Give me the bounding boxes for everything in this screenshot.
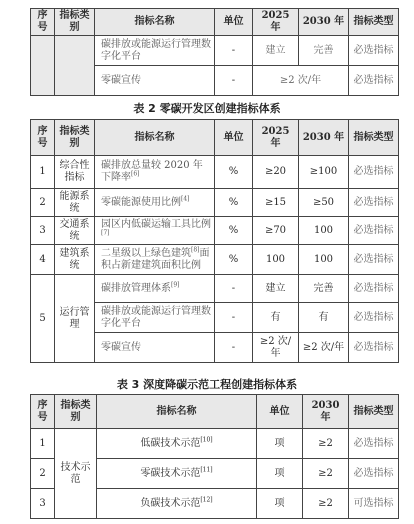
indicator-name-cell: [95, 156, 215, 189]
category-cell: 能源系统: [55, 189, 95, 217]
category-cell: 建筑系统: [55, 245, 95, 275]
header-cell: 单位: [215, 120, 253, 156]
table-row: [31, 217, 399, 245]
value-2025-cell: ≥70: [253, 217, 299, 245]
value-2025-cell: ≥20: [253, 156, 299, 189]
indicator-name: 零碳技术示范: [140, 467, 201, 479]
table-row: [31, 156, 399, 189]
indicator-type-cell: 必选指标: [349, 66, 399, 96]
reference-mark: [8]: [191, 246, 200, 254]
category-cell: 技术示范: [55, 429, 97, 519]
table-row: [31, 189, 399, 217]
header-cell: 指标类别: [55, 9, 95, 36]
unit-cell: -: [215, 36, 253, 66]
value-2030-cell: 完善: [299, 36, 349, 66]
unit-cell: %: [215, 245, 253, 275]
header-cell: 指标名称: [97, 395, 257, 429]
indicator-name: 二星级以上绿色建筑: [101, 247, 191, 259]
indicator-type-cell: 必选指标: [349, 275, 399, 303]
reference-mark: [9]: [171, 281, 180, 289]
indicator-name: 零碳能源使用比例: [101, 196, 181, 208]
table1-header-row: [31, 9, 399, 36]
category-cell: [55, 36, 95, 96]
number-cell: [31, 36, 55, 96]
indicator-type-cell: 必选指标: [349, 245, 399, 275]
reference-mark: [10]: [200, 436, 213, 444]
indicator-name-cell: 碳排放或能源运行管理数字化平台: [95, 303, 215, 333]
indicator-name-cell: [95, 217, 215, 245]
indicator-name: 园区内低碳运输工具比例: [101, 218, 211, 230]
header-cell: 2025 年: [253, 120, 299, 156]
unit-cell: -: [215, 303, 253, 333]
reference-mark: [12]: [200, 496, 213, 504]
value-2030-cell: 100: [299, 245, 349, 275]
reference-mark: [6]: [131, 170, 140, 178]
unit-cell: -: [215, 333, 253, 363]
table-row: [31, 275, 399, 303]
number-cell: 3: [31, 217, 55, 245]
table2: [30, 119, 399, 363]
indicator-type-cell: 必选指标: [349, 189, 399, 217]
indicator-name-tail: 面积占新建建筑面积比例: [101, 247, 210, 271]
indicator-type-cell: 必选指标: [349, 459, 399, 489]
value-2025-cell: ≥2 次/年: [253, 333, 299, 363]
header-cell: 序号: [31, 395, 55, 429]
header-cell: 指标类别: [55, 120, 95, 156]
indicator-name-cell: [95, 189, 215, 217]
value-2025-cell: 有: [253, 303, 299, 333]
category-cell: 交通系统: [55, 217, 95, 245]
number-cell: 1: [31, 429, 55, 459]
value-2030-cell: ≥2: [303, 429, 349, 459]
header-cell: 2030 年: [299, 120, 349, 156]
unit-cell: -: [215, 275, 253, 303]
table-row: [31, 36, 399, 66]
category-cell: 运行管理: [55, 275, 95, 363]
value-2025-cell: 100: [253, 245, 299, 275]
indicator-type-cell: 必选指标: [349, 36, 399, 66]
indicator-type-cell: 必选指标: [349, 156, 399, 189]
header-cell: 单位: [257, 395, 303, 429]
table-row: [31, 429, 399, 459]
value-2030-cell: ≥2 次/年: [299, 333, 349, 363]
indicator-type-cell: 可选指标: [349, 489, 399, 519]
indicator-name-cell: [97, 459, 257, 489]
header-cell: 2025 年: [253, 9, 299, 36]
header-cell: 序号: [31, 120, 55, 156]
reference-mark: [7]: [101, 229, 110, 237]
unit-cell: 项: [257, 429, 303, 459]
number-cell: 2: [31, 459, 55, 489]
number-cell: 3: [31, 489, 55, 519]
merged-value-cell: ≥2 次/年: [253, 66, 349, 96]
reference-mark: [11]: [200, 466, 213, 474]
value-2030-cell: 100: [299, 217, 349, 245]
value-2030-cell: ≥100: [299, 156, 349, 189]
unit-cell: %: [215, 189, 253, 217]
header-cell: 指标类型: [349, 395, 399, 429]
indicator-name-cell: [97, 429, 257, 459]
value-2025-cell: 建立: [253, 36, 299, 66]
header-cell: 指标类别: [55, 395, 97, 429]
number-cell: 4: [31, 245, 55, 275]
indicator-name-cell: 零碳宣传: [95, 66, 215, 96]
header-cell: 指标类型: [349, 9, 399, 36]
table2-header-row: [31, 120, 399, 156]
unit-cell: 项: [257, 459, 303, 489]
indicator-name-cell: 碳排放或能源运行管理数字化平台: [95, 36, 215, 66]
number-cell: 2: [31, 189, 55, 217]
table3-caption: 表 3 深度降碳示范工程创建指标体系: [116, 378, 298, 391]
value-2030-cell: ≥2: [303, 459, 349, 489]
indicator-type-cell: 必选指标: [349, 303, 399, 333]
value-2030-cell: ≥2: [303, 489, 349, 519]
indicator-name: 低碳技术示范: [140, 437, 201, 449]
table-row: [31, 245, 399, 275]
indicator-name: 负碳技术示范: [140, 497, 201, 509]
unit-cell: %: [215, 217, 253, 245]
indicator-name-cell: [95, 245, 215, 275]
unit-cell: -: [215, 66, 253, 96]
indicator-name: 碳排放管理体系: [101, 282, 171, 294]
category-cell: 综合性指标: [55, 156, 95, 189]
reference-mark: [4]: [181, 195, 190, 203]
table2-caption: 表 2 零碳开发区创建指标体系: [133, 102, 281, 115]
value-2030-cell: ≥50: [299, 189, 349, 217]
unit-cell: %: [215, 156, 253, 189]
indicator-name: 碳排放总量较 2020 年下降率: [101, 160, 203, 183]
header-cell: 单位: [215, 9, 253, 36]
header-cell: 2030 年: [303, 395, 349, 429]
header-cell: 2030 年: [299, 9, 349, 36]
unit-cell: 项: [257, 489, 303, 519]
header-cell: 指标名称: [95, 9, 215, 36]
header-cell: 指标类型: [349, 120, 399, 156]
number-cell: 5: [31, 275, 55, 363]
table3-header-row: [31, 395, 399, 429]
value-2025-cell: ≥15: [253, 189, 299, 217]
indicator-name-cell: [95, 275, 215, 303]
indicator-name-cell: [97, 489, 257, 519]
value-2030-cell: 有: [299, 303, 349, 333]
table1-continued: [30, 8, 399, 96]
value-2025-cell: 建立: [253, 275, 299, 303]
indicator-type-cell: 必选指标: [349, 429, 399, 459]
value-2030-cell: 完善: [299, 275, 349, 303]
number-cell: 1: [31, 156, 55, 189]
indicator-name-cell: 零碳宣传: [95, 333, 215, 363]
header-cell: 序号: [31, 9, 55, 36]
header-cell: 指标名称: [95, 120, 215, 156]
indicator-type-cell: 必选指标: [349, 217, 399, 245]
table3: [30, 394, 399, 519]
indicator-type-cell: 必选指标: [349, 333, 399, 363]
